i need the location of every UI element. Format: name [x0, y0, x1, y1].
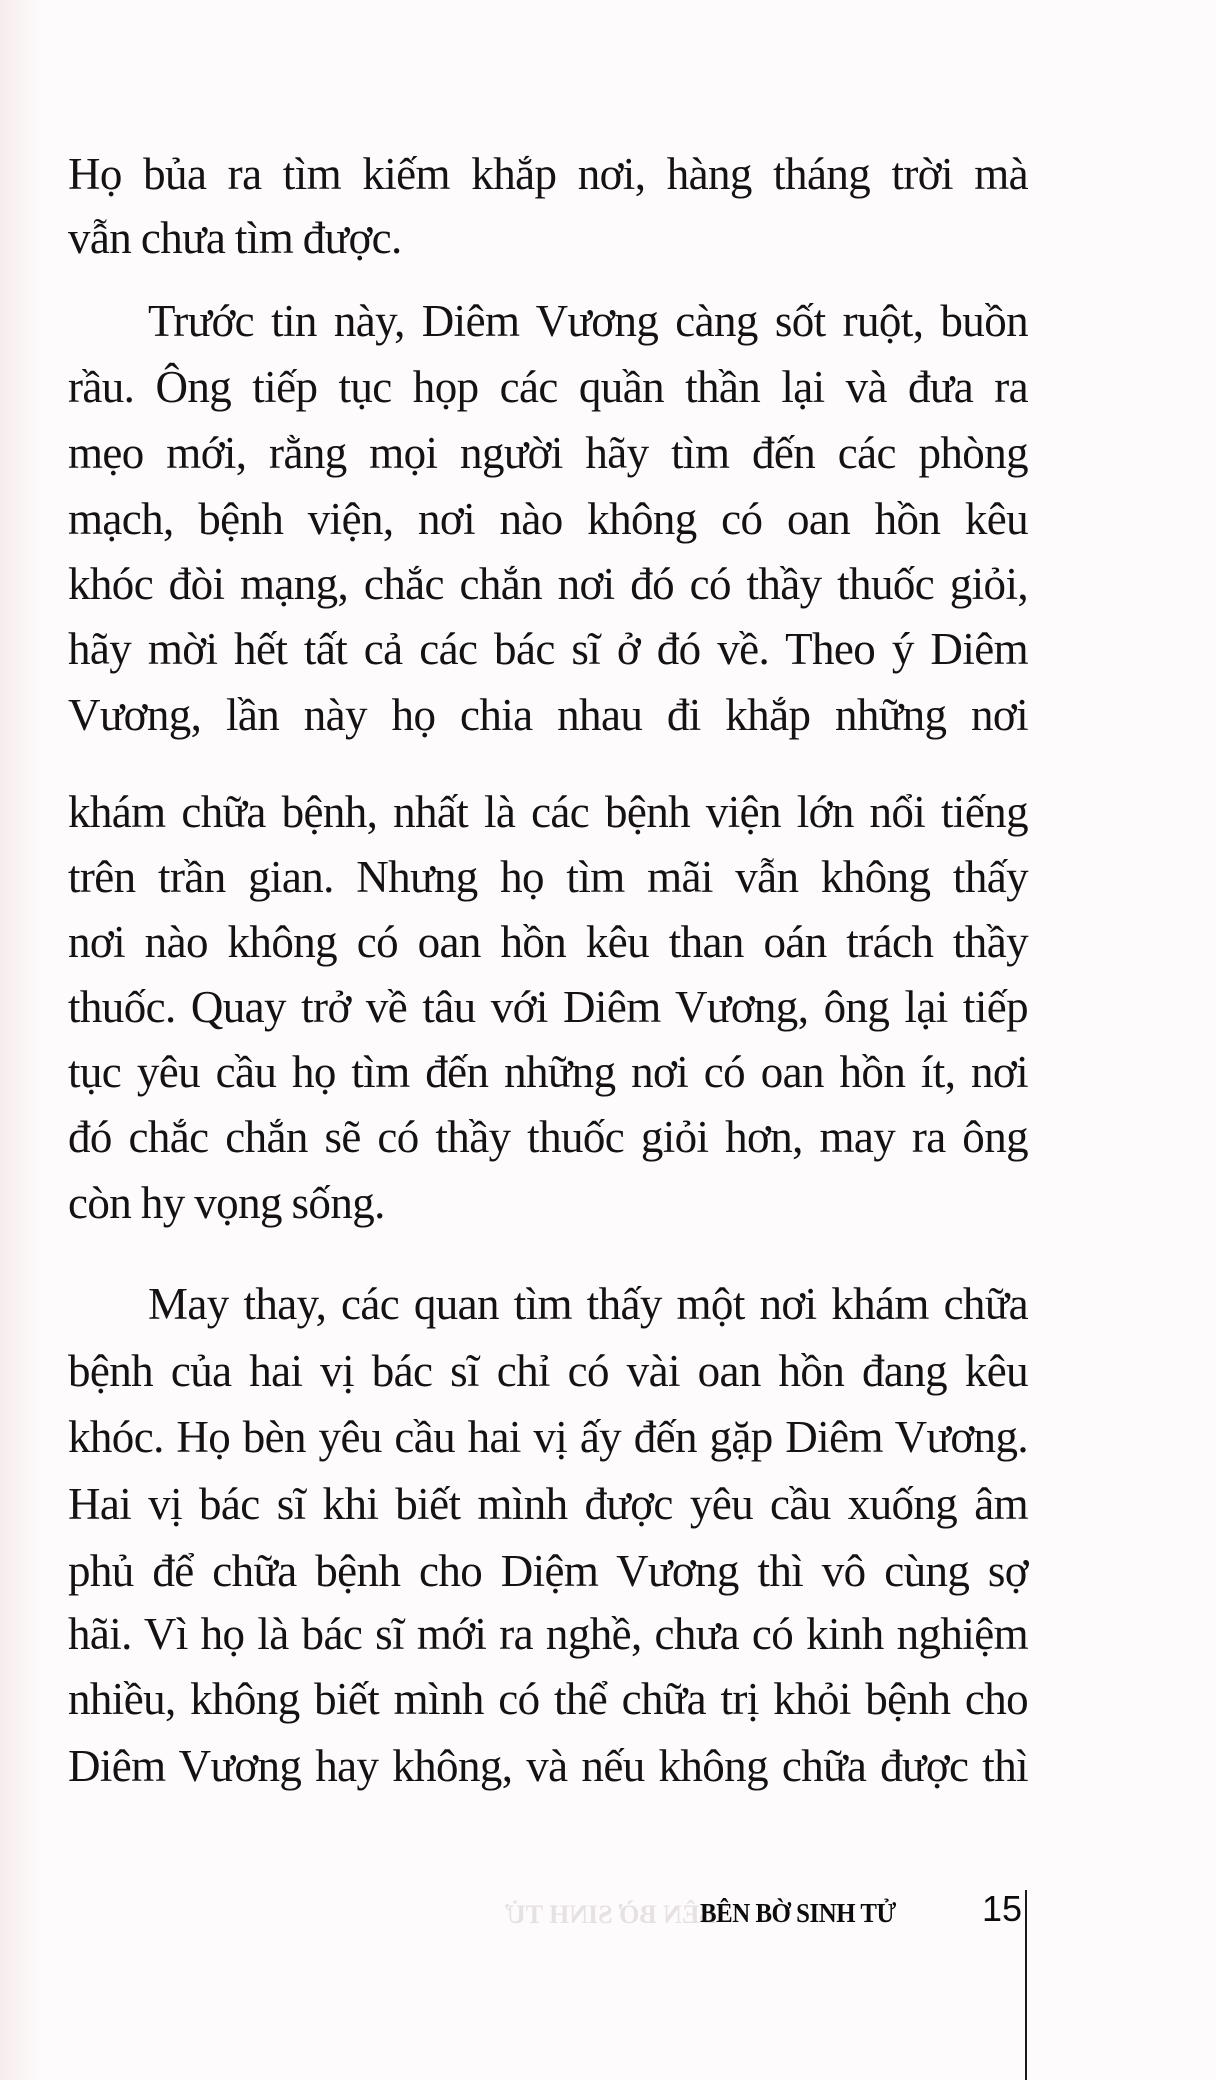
text-line: Vương, lần này họ chia nhau đi khắp những nơi	[68, 690, 1028, 740]
text-line: hãy mời hết tất cả các bác sĩ ở đó về. Theo ý Diêm	[68, 624, 1028, 674]
running-title: BÊN BỜ SINH TỬ	[700, 1898, 896, 1928]
text-line: mạch, bệnh viện, nơi nào không có oan hồn kêu	[68, 494, 1028, 544]
text-line: vẫn chưa tìm được.	[68, 213, 402, 263]
text-line: nơi nào không có oan hồn kêu than oán trách thầy	[68, 917, 1028, 967]
text-line: bệnh của hai vị bác sĩ chỉ có vài oan hồn đang kêu	[68, 1346, 1028, 1396]
page-gutter-rule	[1025, 1890, 1027, 2080]
text-line: Diêm Vương hay không, và nếu không chữa được thì	[68, 1741, 1028, 1791]
text-line: khóc. Họ bèn yêu cầu hai vị ấy đến gặp Diêm Vương.	[68, 1412, 1028, 1462]
bleed-through-text: BÊN BỜ SINH TỬ	[505, 1900, 717, 1929]
text-line: khám chữa bệnh, nhất là các bệnh viện lớn nổi tiếng	[68, 787, 1028, 837]
text-line: May thay, các quan tìm thấy một nơi khám chữa	[148, 1279, 1028, 1329]
text-line: tục yêu cầu họ tìm đến những nơi có oan hồn ít, nơi	[68, 1047, 1028, 1097]
text-line: Hai vị bác sĩ khi biết mình được yêu cầu xuống âm	[68, 1479, 1028, 1529]
text-line: Họ bủa ra tìm kiếm khắp nơi, hàng tháng trời mà	[68, 149, 1028, 199]
text-line: khóc đòi mạng, chắc chắn nơi đó có thầy thuốc giỏi,	[68, 559, 1028, 609]
text-line: nhiều, không biết mình có thể chữa trị khỏi bệnh cho	[68, 1674, 1028, 1724]
page-edge-shadow	[0, 0, 40, 2080]
text-line: đó chắc chắn sẽ có thầy thuốc giỏi hơn, may ra ông	[68, 1112, 1028, 1162]
text-line: hãi. Vì họ là bác sĩ mới ra nghề, chưa có kinh nghiệm	[68, 1609, 1028, 1659]
text-line: phủ để chữa bệnh cho Diệm Vương thì vô cùng sợ	[68, 1546, 1028, 1596]
text-line: thuốc. Quay trở về tâu với Diêm Vương, ông lại tiếp	[68, 982, 1028, 1032]
text-line: mẹo mới, rằng mọi người hãy tìm đến các phòng	[68, 428, 1028, 478]
text-line: trên trần gian. Nhưng họ tìm mãi vẫn không thấy	[68, 852, 1028, 902]
text-line: còn hy vọng sống.	[68, 1178, 385, 1228]
page-number: 15	[982, 1888, 1023, 1929]
text-line: Trước tin này, Diêm Vương càng sốt ruột, buồn	[148, 296, 1028, 346]
text-line: rầu. Ông tiếp tục họp các quần thần lại và đưa ra	[68, 362, 1028, 412]
